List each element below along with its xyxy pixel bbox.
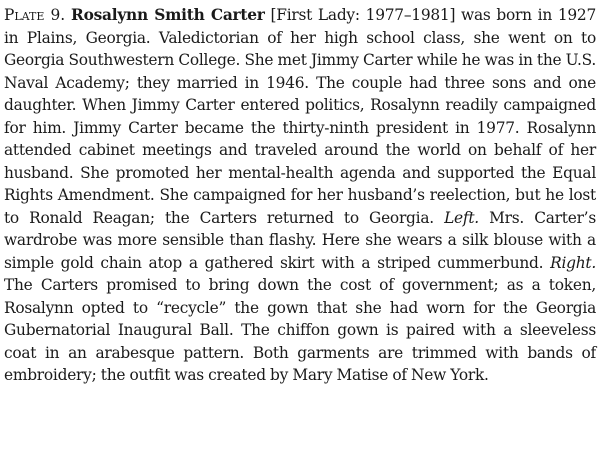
right-description: The Carters promised to bring down the cost of government; as a token, Rosalynn opted to “recycle” the gown that she had worn for the Georgia Gubernatorial Inaugural Ball. The chiffon gown is paired with a sleeveless coat in an arabesque pattern. Both garments are trimmed with bands of embroidery; the outfit was created by Mary Matise of New York. [4, 276, 596, 384]
biography-text: [First Lady: 1977–1981] was born in 1927 in Plains, Georgia. Valedictorian of her high school class, she went on to Georgia Southwestern College. She met Jimmy Carter while he was in the U.S. Naval Academy; they married in 1946. The couple had three sons and one daughter. When Jimmy Carter entered politics, Rosalynn readily campaigned for him. Jimmy Carter became the thirty-ninth president in 1977. Rosalynn attended cabinet meetings and traveled around the world on behalf of her husband. She promoted her mental-health agenda and supported the Equal Rights Amendment. She campaigned for her husband’s reelection, but he lost to Ronald Reagan; the Carters returned to Georgia. [4, 6, 596, 227]
subject-name: Rosalynn Smith Carter [71, 6, 265, 24]
right-label: Right. [550, 253, 596, 272]
left-description: Mrs. Carter’s wardrobe was more sensible than flashy. Here she wears a silk blouse with a simple gold chain atop a gathered skirt with a striped cummerbund. [4, 208, 596, 272]
plate-label: Plate 9. [4, 6, 66, 24]
left-label: Left. [444, 208, 479, 227]
plate-caption [4, 4, 596, 387]
document-page [4, 4, 596, 387]
